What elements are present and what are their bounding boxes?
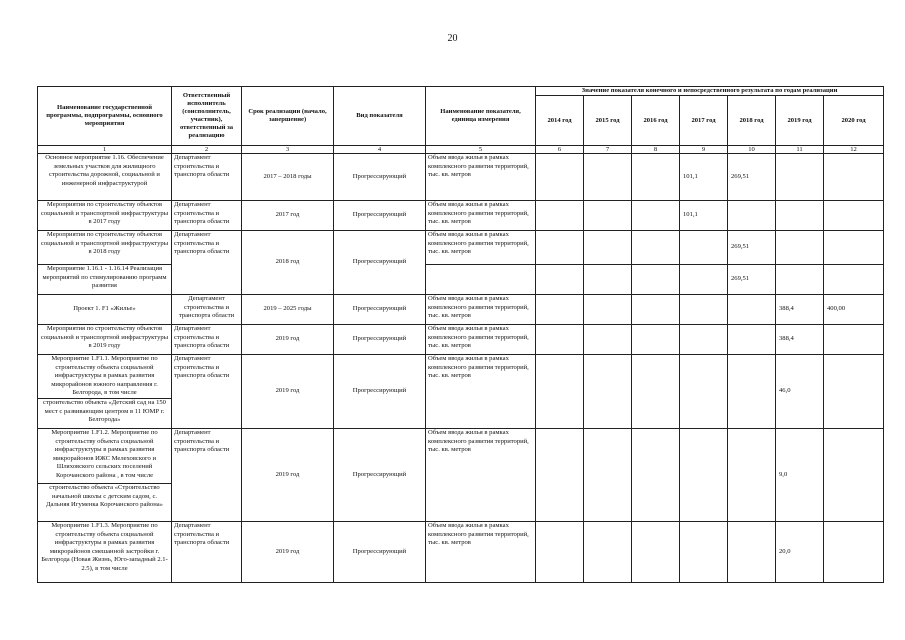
row-indicator-kind: Прогрессирующий	[334, 154, 426, 201]
row-responsible: Департамент строительства и транспорта области	[172, 522, 242, 583]
table-row	[38, 429, 884, 484]
value-2014	[536, 325, 584, 355]
header-responsible: Ответственный исполнитель (соисполнитель, участник), ответственный за реализацию	[172, 87, 242, 146]
value-2016	[632, 231, 680, 265]
table-row	[38, 231, 884, 265]
row-term: 2019 год	[242, 355, 334, 429]
row-term: 2019 год	[242, 429, 334, 522]
value-2017	[680, 522, 728, 583]
row-indicator-kind: Прогрессирующий	[334, 201, 426, 231]
value-2016	[632, 522, 680, 583]
value-2018	[728, 325, 776, 355]
value-2016	[632, 325, 680, 355]
value-2020: 400,00	[824, 295, 884, 325]
header-year-2020: 2020 год	[824, 96, 884, 146]
indicator-table	[37, 86, 884, 583]
value-2016	[632, 429, 680, 522]
row-name: Мероприятие 1.F1.1. Мероприятие по строительству объекта социальной инфраструктуры в рамках развития микрорайонов южного направления г. Белгорода, в том числе	[38, 355, 172, 399]
row-indicator-name	[426, 265, 536, 295]
value-2014	[536, 201, 584, 231]
value-2014	[536, 295, 584, 325]
row-term: 2019 год	[242, 325, 334, 355]
value-2019	[776, 265, 824, 295]
column-number: 6	[536, 146, 584, 154]
column-number: 8	[632, 146, 680, 154]
value-2019: 46,0	[776, 355, 824, 429]
row-responsible: Департамент строительства и транспорта области	[172, 325, 242, 355]
value-2020	[824, 355, 884, 429]
value-2017	[680, 355, 728, 429]
value-2015	[584, 201, 632, 231]
value-2014	[536, 154, 584, 201]
header-term: Срок реализации (начало, завершение)	[242, 87, 334, 146]
table-row	[38, 325, 884, 355]
column-number: 4	[334, 146, 426, 154]
value-2019: 9,0	[776, 429, 824, 522]
value-2015	[584, 265, 632, 295]
value-2019	[776, 201, 824, 231]
value-2015	[584, 154, 632, 201]
row-indicator-kind: Прогрессирующий	[334, 325, 426, 355]
header-year-2015: 2015 год	[584, 96, 632, 146]
value-2018: 269,51	[728, 231, 776, 265]
value-2016	[632, 355, 680, 429]
row-subitem: строительство объекта «Детский сад на 150 мест с развивающим центром в 11 ЮМР г. Белгорода»	[38, 399, 172, 429]
row-indicator-kind: Прогрессирующий	[334, 295, 426, 325]
value-2014	[536, 522, 584, 583]
header-indicator-name: Наименование показателя, единица измерения	[426, 87, 536, 146]
value-2015	[584, 429, 632, 522]
header-year-2017: 2017 год	[680, 96, 728, 146]
row-name: Мероприятия по строительству объектов социальной и транспортной инфраструктуры в 2017 году	[38, 201, 172, 231]
table-row	[38, 295, 884, 325]
header-year-2019: 2019 год	[776, 96, 824, 146]
row-indicator-name: Объем ввода жилья в рамках комплексного развития территорий, тыс. кв. метров	[426, 429, 536, 522]
value-2020	[824, 429, 884, 522]
value-2018	[728, 429, 776, 522]
table-row	[38, 201, 884, 231]
table-row	[38, 522, 884, 583]
value-2017	[680, 295, 728, 325]
column-number: 2	[172, 146, 242, 154]
column-number: 7	[584, 146, 632, 154]
value-2018: 269,51	[728, 265, 776, 295]
row-name: Мероприятие 1.F1.3. Мероприятие по строительству объекта социальной инфраструктуры в рамках развития микрорайонов смешанной застройки г. Белгорода (Новая Жизнь, Юго-западный 2.1-2.5), в том числе	[38, 522, 172, 583]
column-number: 5	[426, 146, 536, 154]
value-2019: 388,4	[776, 295, 824, 325]
value-2020	[824, 265, 884, 295]
value-2014	[536, 429, 584, 522]
value-2015	[584, 522, 632, 583]
row-indicator-kind: Прогрессирующий	[334, 231, 426, 295]
row-responsible: Департамент строительства и транспорта области	[172, 355, 242, 429]
value-2016	[632, 265, 680, 295]
row-indicator-name: Объем ввода жилья в рамках комплексного развития территорий, тыс. кв. метров	[426, 325, 536, 355]
row-name: Мероприятие 1.F1.2. Мероприятие по строительству объекта социальной инфраструктуры в рамках развития микрорайонов ИЖС Мелеховского и Шляховского сельских поселений Корочанского района , в том числе	[38, 429, 172, 484]
header-year-2016: 2016 год	[632, 96, 680, 146]
value-2016	[632, 295, 680, 325]
value-2017: 101,1	[680, 201, 728, 231]
column-number: 12	[824, 146, 884, 154]
page-number: 20	[447, 33, 458, 44]
column-number: 3	[242, 146, 334, 154]
value-2014	[536, 231, 584, 265]
value-2020	[824, 231, 884, 265]
value-2018	[728, 201, 776, 231]
table-row	[38, 265, 884, 295]
row-name: Мероприятия по строительству объектов социальной и транспортной инфраструктуры в 2018 году	[38, 231, 172, 265]
row-name: Мероприятие 1.16.1 - 1.16.14 Реализация мероприятий по стимулированию программ развития	[38, 265, 172, 295]
row-indicator-kind: Прогрессирующий	[334, 355, 426, 429]
column-number: 1	[38, 146, 172, 154]
row-indicator-name: Объем ввода жилья в рамках комплексного развития территорий, тыс. кв. метров	[426, 295, 536, 325]
row-subitem: строительство объекта «Строительство начальной школы с детским садом, с. Дальняя Игуменка Корочанского района»	[38, 484, 172, 522]
header-program-name: Наименование государственной программы, подпрограммы, основного мероприятия	[38, 87, 172, 146]
value-2014	[536, 355, 584, 429]
value-2018	[728, 355, 776, 429]
row-responsible: Департамент строительства и транспорта области	[172, 295, 242, 325]
value-2017: 101,1	[680, 154, 728, 201]
row-indicator-name: Объем ввода жилья в рамках комплексного развития территорий, тыс. кв. метров	[426, 154, 536, 201]
value-2018	[728, 295, 776, 325]
value-2015	[584, 325, 632, 355]
value-2014	[536, 265, 584, 295]
row-responsible: Департамент строительства и транспорта области	[172, 154, 242, 201]
row-name: Мероприятия по строительству объектов социальной и транспортной инфраструктуры в 2019 году	[38, 325, 172, 355]
header-year-2014: 2014 год	[536, 96, 584, 146]
row-name: Проект 1. F1 «Жилье»	[38, 295, 172, 325]
row-term: 2017 – 2018 годы	[242, 154, 334, 201]
row-responsible: Департамент строительства и транспорта области	[172, 201, 242, 231]
row-indicator-name: Объем ввода жилья в рамках комплексного развития территорий, тыс. кв. метров	[426, 231, 536, 265]
value-2020	[824, 325, 884, 355]
row-indicator-name: Объем ввода жилья в рамках комплексного развития территорий, тыс. кв. метров	[426, 355, 536, 429]
row-indicator-name: Объем ввода жилья в рамках комплексного развития территорий, тыс. кв. метров	[426, 201, 536, 231]
value-2017	[680, 265, 728, 295]
value-2018: 269,51	[728, 154, 776, 201]
value-2015	[584, 355, 632, 429]
column-number: 10	[728, 146, 776, 154]
row-indicator-kind: Прогрессирующий	[334, 522, 426, 583]
header-values-group: Значение показателя конечного и непосредственного результата по годам реализации	[536, 87, 884, 96]
value-2020	[824, 154, 884, 201]
row-term: 2017 год	[242, 201, 334, 231]
value-2016	[632, 154, 680, 201]
row-term: 2019 год	[242, 522, 334, 583]
row-indicator-kind: Прогрессирующий	[334, 429, 426, 522]
row-responsible: Департамент строительства и транспорта области	[172, 429, 242, 522]
column-number: 9	[680, 146, 728, 154]
row-responsible: Департамент строительства и транспорта области	[172, 231, 242, 295]
row-term: 2019 – 2025 годы	[242, 295, 334, 325]
value-2019: 388,4	[776, 325, 824, 355]
row-name: Основное мероприятие 1.16. Обеспечение земельных участков для жилищного строительства дорожной, социальной и инженерной инфраструктурой	[38, 154, 172, 201]
value-2015	[584, 295, 632, 325]
value-2015	[584, 231, 632, 265]
value-2020	[824, 522, 884, 583]
value-2019: 20,0	[776, 522, 824, 583]
header-year-2018: 2018 год	[728, 96, 776, 146]
value-2017	[680, 429, 728, 522]
column-number: 11	[776, 146, 824, 154]
value-2017	[680, 231, 728, 265]
table-row	[38, 355, 884, 399]
row-indicator-name: Объем ввода жилья в рамках комплексного развития территорий, тыс. кв. метров	[426, 522, 536, 583]
value-2019	[776, 154, 824, 201]
row-term: 2018 год	[242, 231, 334, 295]
value-2016	[632, 201, 680, 231]
header-indicator-kind: Вид показателя	[334, 87, 426, 146]
value-2019	[776, 231, 824, 265]
table-row	[38, 154, 884, 201]
value-2020	[824, 201, 884, 231]
value-2018	[728, 522, 776, 583]
value-2017	[680, 325, 728, 355]
column-number-row	[38, 146, 884, 154]
